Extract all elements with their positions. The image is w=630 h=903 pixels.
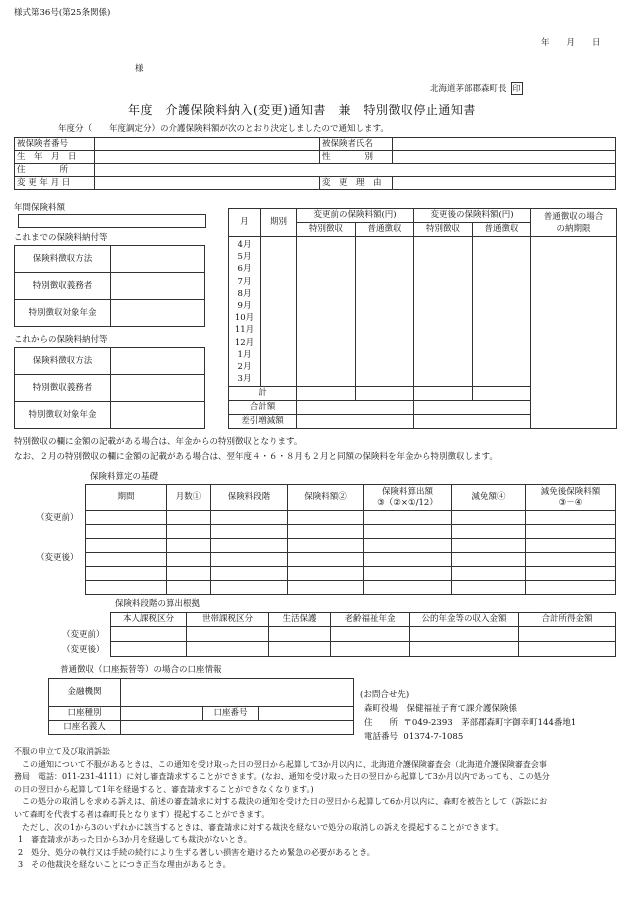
account-number-value [259, 707, 354, 721]
calc-reduction-header: 減免額④ [452, 485, 526, 511]
month-item: 11月 [234, 325, 255, 336]
form-number: 様式第36号(第25条関係) [14, 8, 111, 18]
future-pension-value [111, 402, 205, 429]
month-item: 6月 [237, 264, 252, 275]
calc-period-header: 期間 [86, 485, 167, 511]
before-special-header: 特別徴収 [297, 223, 356, 237]
contact-office: 森町役場 保健福祉子育て課介護保険係 [364, 704, 518, 714]
intro-text: 年度分（ 年度調定分）の介護保険料額が次のとおり決定しましたので通知します。 [58, 124, 389, 134]
previous-payment-heading: これまでの保険料納付等 [14, 233, 108, 243]
account-holder-label: 口座名義人 [49, 721, 121, 735]
birth-date-label: 生 年 月 日 [15, 151, 95, 164]
monthly-premium-table [228, 208, 617, 429]
future-method-value [111, 348, 205, 375]
month-item: 3月 [237, 374, 252, 385]
total-before-normal [356, 387, 414, 401]
total-before-special [297, 387, 356, 401]
after-normal-cells [473, 237, 531, 387]
previous-method-label: 保険料徴収方法 [15, 246, 111, 273]
before-amount-header: 変更前の保険料額(円) [297, 209, 414, 223]
calc-basis-heading: 保険料算定の基礎 [90, 472, 159, 482]
birth-date-value [95, 151, 320, 164]
total-after-special [414, 387, 473, 401]
before-normal-header: 普通徴収 [356, 223, 414, 237]
account-number-label: 口座番号 [203, 707, 259, 721]
month-header: 月 [229, 209, 261, 237]
calc-computed-header [364, 485, 452, 511]
difference-blank [414, 415, 531, 429]
calc-basis-table [85, 484, 616, 595]
account-holder-value [121, 721, 354, 735]
after-special-cells [414, 237, 473, 387]
appeal-line: の日の翌日から起算して1年を経過すると、審査請求することができなくなります。) [14, 784, 314, 794]
month-item: 1月 [237, 349, 252, 360]
after-amount-header: 変更後の保険料額(円) [414, 209, 531, 223]
calc-before-label: （変更前） [36, 513, 79, 523]
calc-stage-header: 保険料段階 [211, 485, 288, 511]
grand-total-before [297, 401, 414, 415]
calc-premium-header: 保険料額② [288, 485, 364, 511]
month-item: 10月 [234, 313, 255, 324]
appeal-heading: 不服の申立て及び取消訴訟 [14, 747, 110, 756]
contact-heading: (お問合せ先) [360, 690, 410, 700]
contact-address-row [360, 716, 576, 730]
previous-obligor-label: 特別徴収義務者 [15, 273, 111, 300]
future-obligor-value [111, 375, 205, 402]
account-type-label: 口座種別 [49, 707, 121, 721]
previous-obligor-value [111, 273, 205, 300]
month-item: 5月 [237, 252, 252, 263]
gender-label: 性 別 [320, 151, 393, 164]
previous-pension-label: 特別徴収対象年金 [15, 300, 111, 327]
difference-label: 差引増減額 [229, 415, 297, 429]
appeal-notes [14, 746, 618, 872]
seal-mark: 印 [512, 84, 521, 93]
contact-address-label: 住 所 [364, 718, 399, 728]
deadline-header-line1: 普通徴収の場合 [543, 211, 604, 222]
appeal-item: 1 審査請求があった日から3か月を経過しても裁決がないとき。 [18, 835, 252, 845]
before-special-cells [297, 237, 356, 387]
calc-computed-header-line1: 保険料算出額 [381, 486, 433, 497]
month-item: 9月 [237, 300, 252, 311]
addressee-sama: 様 [135, 64, 144, 74]
stage-welfare-header: 生活保護 [269, 613, 331, 627]
appeal-item: 3 その他裁決を経ないことにつき正当な理由があるとき。 [18, 860, 231, 870]
insured-number-value [95, 138, 320, 151]
issuer-name: 北海道茅部郡森町長 [430, 84, 507, 94]
calc-computed-header-line2: ③（②×①/12） [377, 497, 438, 508]
total-after-normal [473, 387, 531, 401]
appeal-line: ただし、次の1から3のいずれかに該当するときは、審査請求に対する裁決を経ないで処分の取消しの訴えを提起することができます。 [14, 822, 504, 832]
stage-public-pension-header: 公的年金等の収入金額 [410, 613, 519, 627]
appeal-item: 2 処分、処分の執行又は手続の続行により生ずる著しい損害を避けるため緊急の必要があるとき。 [18, 847, 375, 857]
appeal-line: 務局 電話：011-231-4111）に対し審査請求することができます。(なお、通知を受け取った日の翌日から起算して3か月以内であっても、この処分 [14, 772, 550, 782]
stage-household-tax-header: 世帯課税区分 [187, 613, 269, 627]
future-payment-table [14, 347, 205, 429]
date-line: 年 月 日 [541, 38, 601, 48]
stage-personal-tax-header: 本人課税区分 [111, 613, 187, 627]
calc-months-header: 月数① [167, 485, 211, 511]
previous-pension-value [111, 300, 205, 327]
contact-phone-row [360, 730, 576, 744]
contact-address: 〒049-2393 茅部郡森町字御幸町144番地1 [403, 718, 577, 728]
appeal-line: いて森町を代表する者は森町長となります）提起することができます。 [14, 809, 270, 819]
account-info-heading: 普通徴収（口座振替等）の場合の口座情報 [60, 665, 222, 675]
gender-value [393, 151, 616, 164]
annual-premium-label: 年間保険料額 [14, 203, 66, 213]
insured-info-table [14, 137, 616, 190]
address-label: 住 所 [15, 164, 95, 177]
calc-after-reduction-header [526, 485, 616, 511]
stage-basis-table [110, 612, 616, 657]
contact-phone: 01374-7-1085 [403, 732, 464, 742]
bank-value [121, 679, 354, 707]
stage-old-age-pension-header: 老齢福祉年金 [331, 613, 410, 627]
appeal-line: この通知について不服があるときは、この通知を受け取った日の翌日から起算して3か月以内に、北海道介護保険審査会（北海道介護保険審査会事 [14, 759, 547, 769]
account-type-value [121, 707, 203, 721]
period-cells [261, 237, 297, 387]
change-date-value [95, 177, 320, 190]
note-february: なお、２月の特別徴収の欄に金額の記載がある場合は、翌年度４・６・８月も２月と同額の保険料を年金から特別徴収します。 [14, 452, 498, 462]
after-special-header: 特別徴収 [414, 223, 473, 237]
deadline-header-line2: の納期限 [556, 223, 591, 234]
previous-payment-table [14, 245, 205, 327]
after-normal-header: 普通徴収 [473, 223, 531, 237]
month-item: 8月 [237, 288, 252, 299]
before-normal-cells [356, 237, 414, 387]
deadline-header [531, 209, 617, 237]
deadline-cells [531, 237, 617, 429]
calc-after-reduction-header-line2: ③－④ [558, 497, 583, 508]
insured-number-label: 被保険者番号 [15, 138, 95, 151]
change-reason-label: 変 更 理 由 [320, 177, 393, 190]
stage-basis-heading: 保険料段階の算出根拠 [115, 599, 201, 609]
bank-label: 金融機関 [49, 679, 121, 707]
period-header: 期別 [261, 209, 297, 237]
future-method-label: 保険料徴収方法 [15, 348, 111, 375]
stage-before-label: （変更前） [62, 630, 105, 640]
appeal-line: この処分の取消しを求める訴えは、前述の審査請求に対する裁決の通知を受けた日の翌日から起算して6か月以内に、森町を被告として（訴訟にお [14, 797, 548, 807]
month-item: 2月 [237, 361, 252, 372]
calc-after-label: （変更後） [36, 553, 79, 563]
stage-after-label: （変更後） [62, 645, 105, 655]
total-label: 計 [229, 387, 297, 401]
change-date-label: 変 更 年 月 日 [15, 177, 95, 190]
change-reason-value [393, 177, 616, 190]
difference-value [297, 415, 414, 429]
grand-total-label: 合計額 [229, 401, 297, 415]
previous-method-value [111, 246, 205, 273]
calc-after-reduction-header-line1: 減免後保険料額 [540, 486, 601, 497]
month-list [229, 237, 261, 387]
stage-total-income-header: 合計所得金額 [519, 613, 616, 627]
address-value [95, 164, 616, 177]
month-item: 4月 [237, 240, 252, 250]
grand-total-after [414, 401, 531, 415]
month-item: 7月 [237, 276, 252, 287]
issuer [430, 82, 523, 95]
insured-name-value [393, 138, 616, 151]
annual-premium-box [18, 214, 206, 228]
document-title: 年度 介護保険料納入(変更)通知書 兼 特別徴収停止通知書 [128, 103, 476, 117]
contact-phone-label: 電話番号 [364, 732, 399, 742]
future-obligor-label: 特別徴収義務者 [15, 375, 111, 402]
future-payment-heading: これからの保険料納付等 [14, 335, 108, 345]
month-item: 12月 [234, 337, 255, 348]
account-info-table [48, 678, 354, 735]
note-special-collection: 特別徴収の欄に金額の記載がある場合は、年金からの特別徴収となります。 [14, 437, 303, 447]
future-pension-label: 特別徴収対象年金 [15, 402, 111, 429]
insured-name-label: 被保険者氏名 [320, 138, 393, 151]
contact-block [360, 688, 576, 744]
